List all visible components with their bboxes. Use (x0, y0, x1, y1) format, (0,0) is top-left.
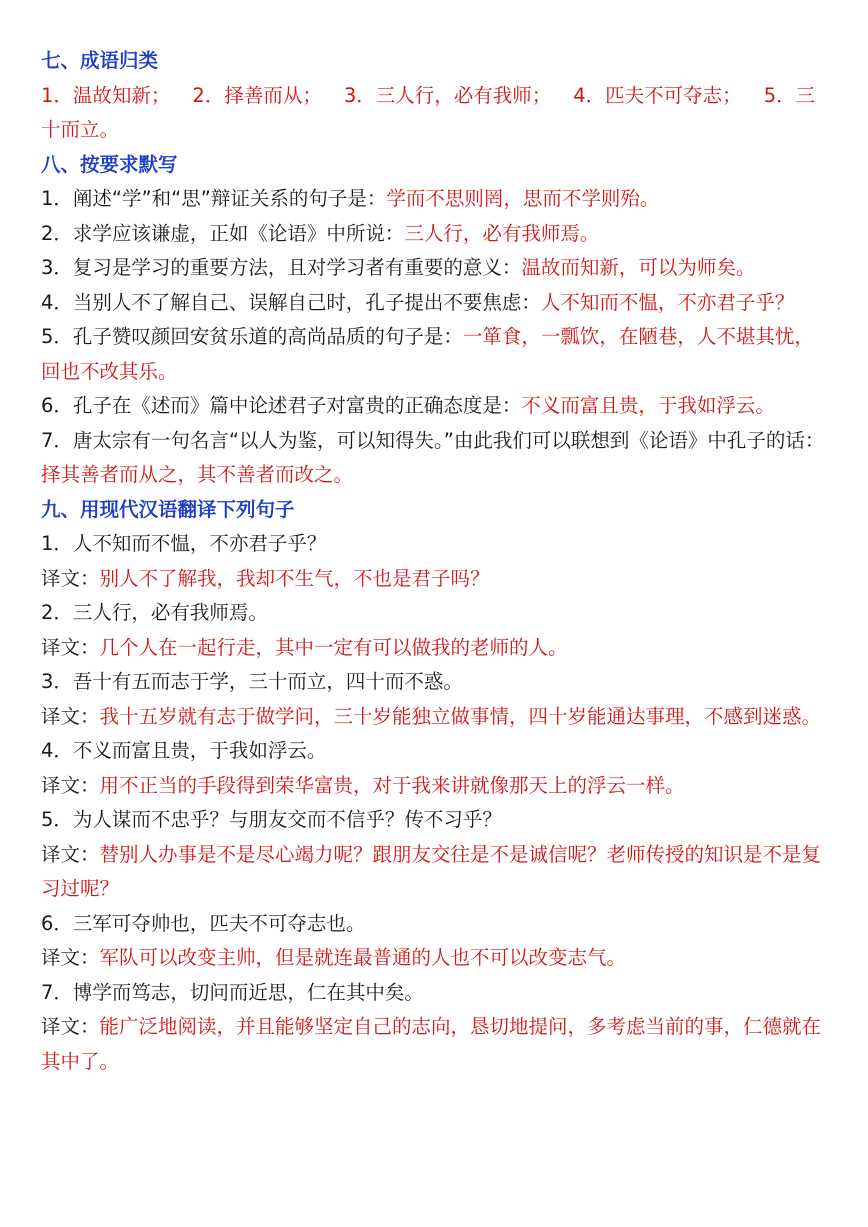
translation-answer: 别人不了解我，我却不生气，不也是君子吗？ (99, 566, 490, 590)
dictation-question: 1．阐述“学”和“思”辩证关系的句子是： (41, 187, 387, 210)
dictation-answer: 三人行，必有我师焉。 (404, 221, 600, 245)
dictation-question: 7．唐太宗有一句名言“以人为鉴，可以知得失。”由此我们可以联想到《论语》中孔子的话： (41, 428, 825, 452)
translation-question: 2．三人行，必有我师焉。 (41, 601, 268, 624)
section-8-heading: 八、按要求默写 (41, 152, 178, 176)
translation-answer-line (41, 562, 828, 597)
dictation-answer: 择其善者而从之，其不善者而改之。 (41, 463, 354, 486)
section-7-answers (41, 79, 828, 148)
dictation-question: 2．求学应该谦虚，正如《论语》中所说： (41, 221, 405, 245)
translation-answer: 我十五岁就有志于做学问，三十岁能独立做事情，四十岁能通达事理，不感到迷惑。 (99, 704, 822, 728)
translation-label: 译文： (41, 566, 100, 590)
translation-answer: 能广泛地阅读，并且能够坚定自己的志向，恳切地提问，多考虑当前的事，仁德就在其中了。 (41, 1015, 822, 1073)
dictation-question: 4．当别人不了解自己、误解自己时，孔子提出不要焦虑： (41, 290, 541, 314)
section-7-heading: 七、成语归类 (41, 49, 159, 72)
dictation-question: 3．复习是学习的重要方法，且对学习者有重要的意义： (41, 256, 522, 279)
translation-question: 3．吾十有五而志于学，三十而立，四十而不惑。 (41, 670, 463, 693)
translation-answer: 几个人在一起行走，其中一定有可以做我的老师的人。 (99, 635, 568, 659)
translation-label: 译文： (41, 704, 100, 728)
dictation-item (41, 286, 828, 321)
translation-answer-line (41, 838, 828, 907)
section-9-heading: 九、用现代汉语翻译下列句子 (41, 497, 295, 521)
dictation-item (41, 217, 828, 252)
dictation-answer: 学而不思则罔，思而不学则殆。 (386, 187, 660, 210)
translation-answer: 用不正当的手段得到荣华富贵，对于我来讲就像那天上的浮云一样。 (99, 773, 685, 797)
dictation-item (41, 424, 828, 493)
idiom-item: 1．温故知新； (41, 83, 171, 107)
dictation-answer: 不义而富且贵，于我如浮云。 (521, 394, 775, 417)
translation-label: 译文： (41, 946, 100, 969)
translation-label: 译文： (41, 773, 100, 797)
translation-label: 译文： (41, 842, 100, 866)
translation-answer-line (41, 631, 828, 666)
translation-answer-line (41, 941, 828, 976)
translation-question: 4．不义而富且贵，于我如浮云。 (41, 739, 327, 762)
translation-answer: 军队可以改变主帅，但是就连最普通的人也不可以改变志气。 (99, 946, 627, 969)
idiom-item: 4．匹夫不可夺志； (573, 83, 742, 107)
translation-answer: 替别人办事是不是尽心竭力呢？跟朋友交往是不是诚信呢？老师传授的知识是不是复习过呢？ (41, 842, 822, 900)
dictation-question: 6．孔子在《述而》篇中论述君子对富贵的正确态度是： (41, 394, 522, 417)
dictation-answer: 温故而知新，可以为师矣。 (521, 256, 756, 279)
translation-question: 5．为人谋而不忠乎？与朋友交而不信乎？传不习乎？ (41, 808, 502, 831)
translation-answer-line (41, 769, 828, 804)
dictation-item (41, 320, 828, 389)
dictation-answer: 一箪食，一瓢饮，在陋巷，人不堪其忧，回也不改其乐。 (41, 325, 814, 383)
dictation-question: 5．孔子赞叹颜回安贫乐道的高尚品质的句子是： (41, 325, 463, 348)
dictation-item (41, 251, 828, 286)
translation-question: 1．人不知而不愠，不亦君子乎？ (41, 532, 327, 555)
translation-label: 译文： (41, 635, 100, 659)
dictation-item (41, 182, 828, 217)
dictation-answer: 人不知而不愠，不亦君子乎？ (540, 290, 795, 314)
dictation-item (41, 389, 828, 424)
idiom-item: 5．三十而立。 (41, 83, 816, 141)
translation-label: 译文： (41, 1015, 100, 1038)
idiom-item: 3．三人行，必有我师； (343, 83, 552, 107)
translation-question: 7．博学而笃志，切问而近思，仁在其中矣。 (41, 980, 424, 1004)
idiom-item: 2．择善而从； (192, 83, 322, 107)
translation-answer-line (41, 700, 828, 735)
translation-answer-line (41, 1010, 828, 1079)
translation-question: 6．三军可夺帅也，匹夫不可夺志也。 (41, 911, 366, 935)
